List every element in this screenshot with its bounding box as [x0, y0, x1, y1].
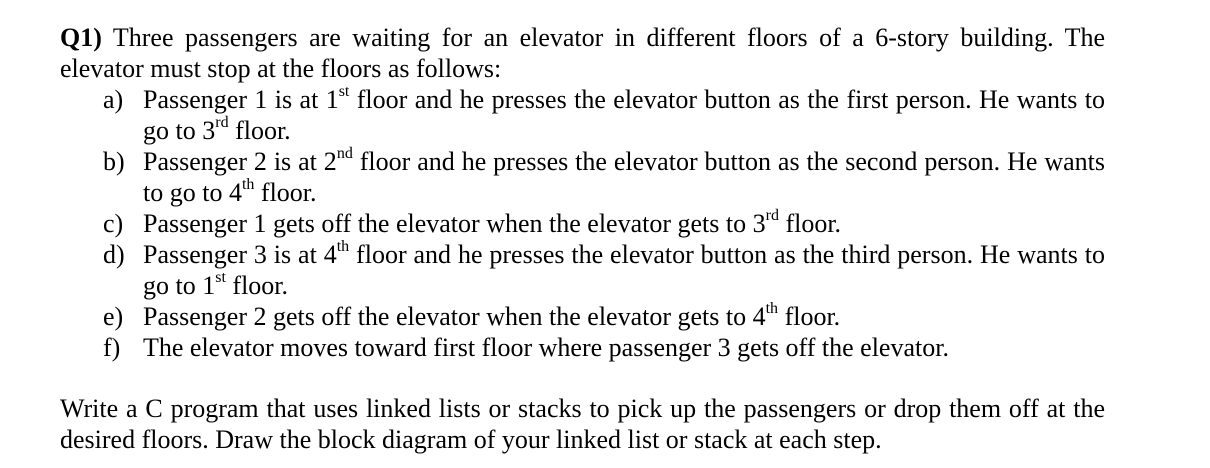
list-marker: a) [103, 85, 124, 114]
list-item-text [143, 208, 1105, 239]
text-run: floor. [778, 209, 842, 238]
text-run: Passenger 1 is at 1 [143, 85, 339, 114]
list-item-c [60, 208, 1105, 239]
list-item-f [60, 332, 1105, 363]
list-item-text [143, 239, 1105, 301]
list-item-text [143, 332, 1105, 363]
text-run: floor. [225, 271, 289, 300]
ordinal-suffix: st [338, 83, 350, 101]
ordinal-suffix: th [336, 238, 350, 256]
list-marker: e) [103, 302, 124, 331]
list-item-text [143, 301, 1105, 332]
list-item-text [143, 146, 1105, 208]
paragraph-gap [60, 363, 1105, 393]
text-run: floor. [228, 116, 291, 145]
closing-paragraph: Write a C program that uses linked lists or stacks to pick up the passengers or drop them off at the desired floors. Draw the block diagram of your linked list or stack at each step. [60, 394, 1105, 454]
list-marker: f) [103, 333, 121, 362]
text-run: Passenger 3 is at 4 [143, 240, 337, 269]
text-run: Passenger 1 gets off the elevator when the elevator gets to 3 [143, 209, 766, 238]
ordinal-suffix: th [241, 176, 255, 194]
text-run: floor. [254, 178, 317, 207]
ordinal-suffix: nd [336, 145, 353, 163]
question-paragraph [60, 22, 1105, 84]
text-run: Passenger 2 is at 2 [143, 147, 337, 176]
list-item-e [60, 301, 1105, 332]
ordinal-suffix: rd [765, 207, 779, 225]
ordinal-suffix: rd [215, 114, 229, 132]
list-item-d [60, 239, 1105, 301]
text-run: floor and he presses the elevator button as the first person. He wants to go to 3 [143, 85, 1105, 145]
ordinal-suffix: th [765, 300, 779, 318]
list-marker: b) [103, 147, 125, 176]
text-run: floor and he presses the elevator button as the second person. He wants to go to 4 [143, 147, 1105, 207]
list-item-text [143, 84, 1105, 146]
list-item-b [60, 146, 1105, 208]
list-marker: d) [103, 240, 125, 269]
step-list [60, 84, 1105, 363]
list-item-a [60, 84, 1105, 146]
text-run: floor and he presses the elevator button as the third person. He wants to go to 1 [143, 240, 1105, 300]
list-marker: c) [103, 209, 124, 238]
document [60, 22, 1105, 455]
question-label: Q1) [60, 23, 102, 52]
text-run: floor. [778, 302, 841, 331]
text-run: The elevator moves toward first floor where passenger 3 gets off the elevator. [143, 333, 949, 362]
question-intro: Three passengers are waiting for an elevator in different floors of a 6-story building. The elevator must stop at the floors as follows: [60, 23, 1105, 83]
ordinal-suffix: st [215, 269, 226, 287]
text-run: Passenger 2 gets off the elevator when the elevator gets to 4 [143, 302, 766, 331]
